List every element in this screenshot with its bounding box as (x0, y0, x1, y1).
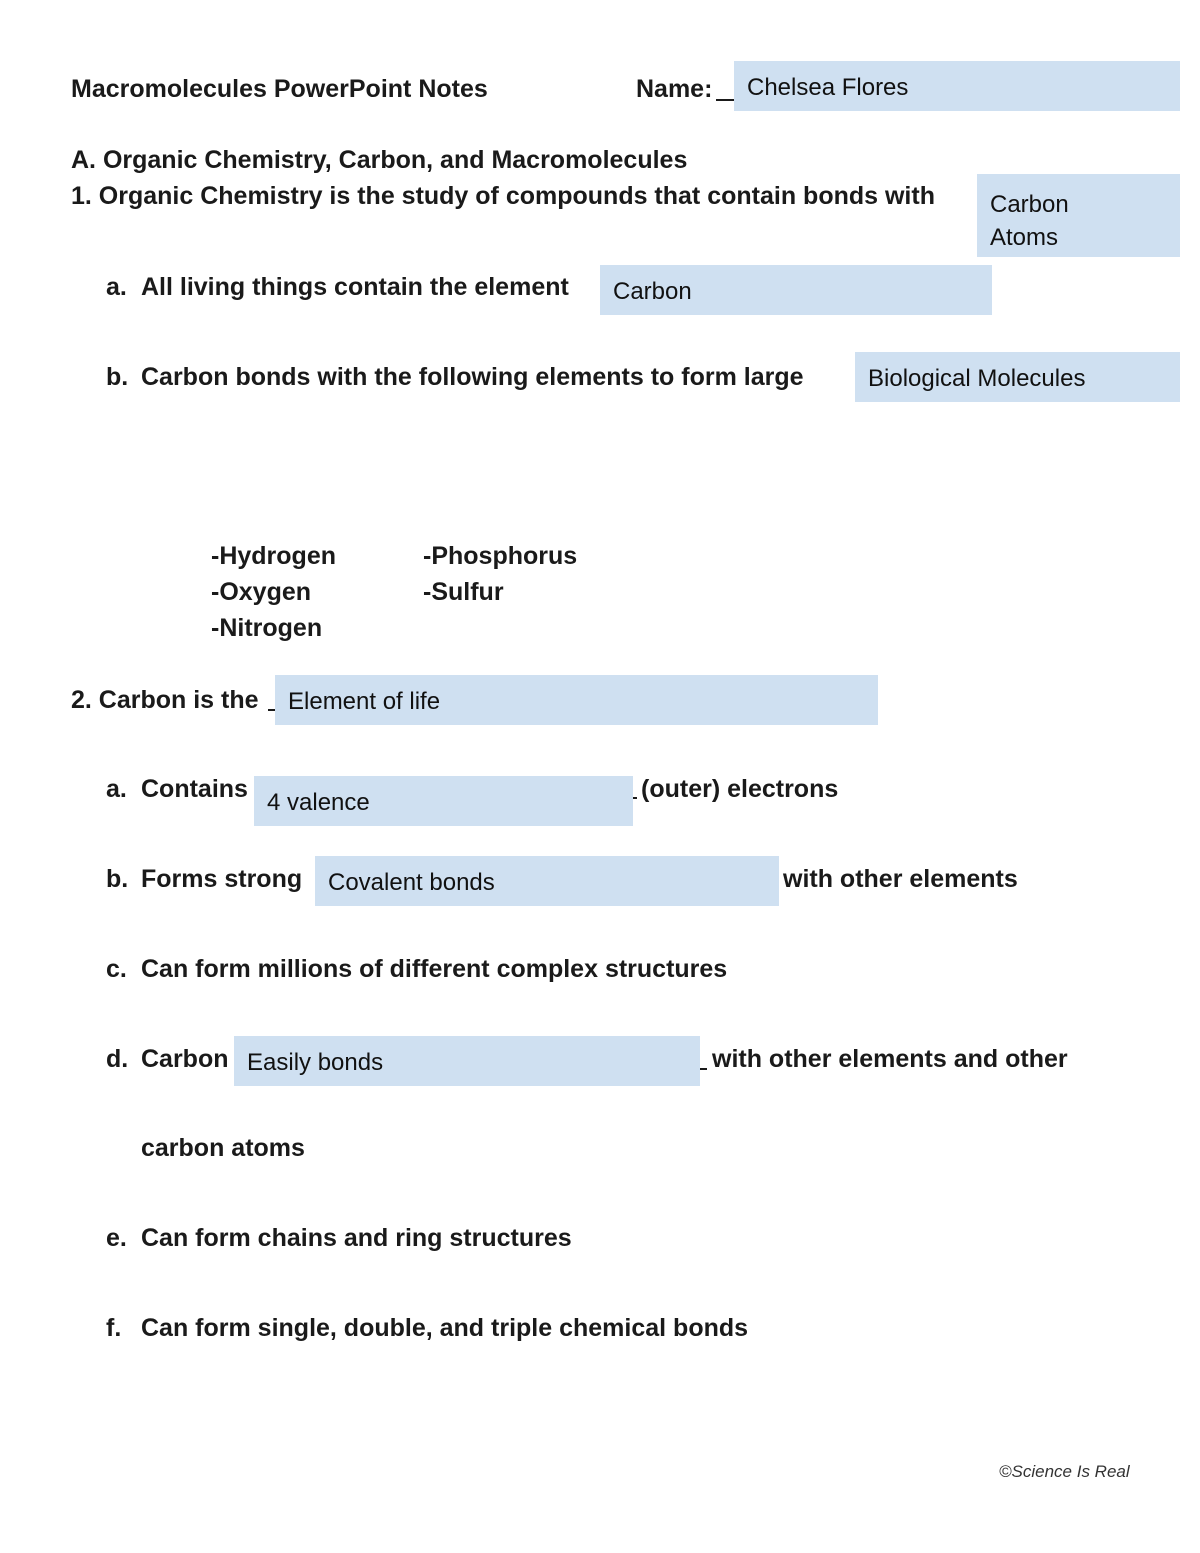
question-1b-text: Carbon bonds with the following elements to form large (141, 363, 804, 391)
question-2-text: 2. Carbon is the (71, 686, 259, 714)
question-1a-text: All living things contain the element (141, 273, 569, 301)
question-2e-text: Can form chains and ring structures (141, 1224, 572, 1252)
question-1-text: 1. Organic Chemistry is the study of compounds that contain bonds with (71, 182, 935, 210)
element-sulfur: -Sulfur (423, 578, 504, 606)
question-2a-marker: a. (106, 775, 127, 803)
name-underline (716, 99, 734, 101)
question-2-answer-field[interactable]: Element of life (275, 675, 878, 725)
element-oxygen: -Oxygen (211, 578, 312, 606)
question-2d-underline (700, 1068, 707, 1070)
question-2d-text-after: with other elements and other (712, 1045, 1068, 1073)
name-field[interactable]: Chelsea Flores (734, 61, 1180, 111)
question-2a-text-before: Contains (141, 775, 248, 803)
worksheet-title: Macromolecules PowerPoint Notes (71, 75, 488, 103)
question-2b-text-after: with other elements (783, 865, 1018, 893)
question-2a-underline (633, 797, 637, 799)
question-2b-answer-field[interactable]: Covalent bonds (315, 856, 779, 906)
element-hydrogen: -Hydrogen (211, 542, 336, 570)
question-2d-marker: d. (106, 1045, 129, 1073)
question-2d-answer-field[interactable]: Easily bonds (234, 1036, 700, 1086)
question-2a-text-after: (outer) electrons (641, 775, 839, 803)
question-2f-text: Can form single, double, and triple chemical bonds (141, 1314, 749, 1342)
question-2c-text: Can form millions of different complex structures (141, 955, 728, 983)
question-2a-answer-field[interactable]: 4 valence (254, 776, 633, 826)
question-1b-marker: b. (106, 363, 129, 391)
question-1a-marker: a. (106, 273, 127, 301)
question-2d-text-before: Carbon (141, 1045, 229, 1073)
question-1-answer-field[interactable]: Carbon Atoms (977, 174, 1180, 257)
section-a-heading: A. Organic Chemistry, Carbon, and Macromolecules (71, 146, 688, 174)
question-1a-answer-field[interactable]: Carbon (600, 265, 992, 315)
copyright-footer: ©Science Is Real (999, 1462, 1130, 1481)
question-2e-marker: e. (106, 1224, 127, 1252)
question-2b-marker: b. (106, 865, 129, 893)
element-nitrogen: -Nitrogen (211, 614, 323, 642)
question-1b-answer-field[interactable]: Biological Molecules (855, 352, 1180, 402)
element-phosphorus: -Phosphorus (423, 542, 578, 570)
question-2b-text-before: Forms strong (141, 865, 303, 893)
question-2c-marker: c. (106, 955, 127, 983)
question-2-underline (268, 709, 275, 711)
question-2d-text-continuation: carbon atoms (141, 1134, 305, 1162)
question-2f-marker: f. (106, 1314, 122, 1342)
name-label: Name: (636, 75, 713, 103)
